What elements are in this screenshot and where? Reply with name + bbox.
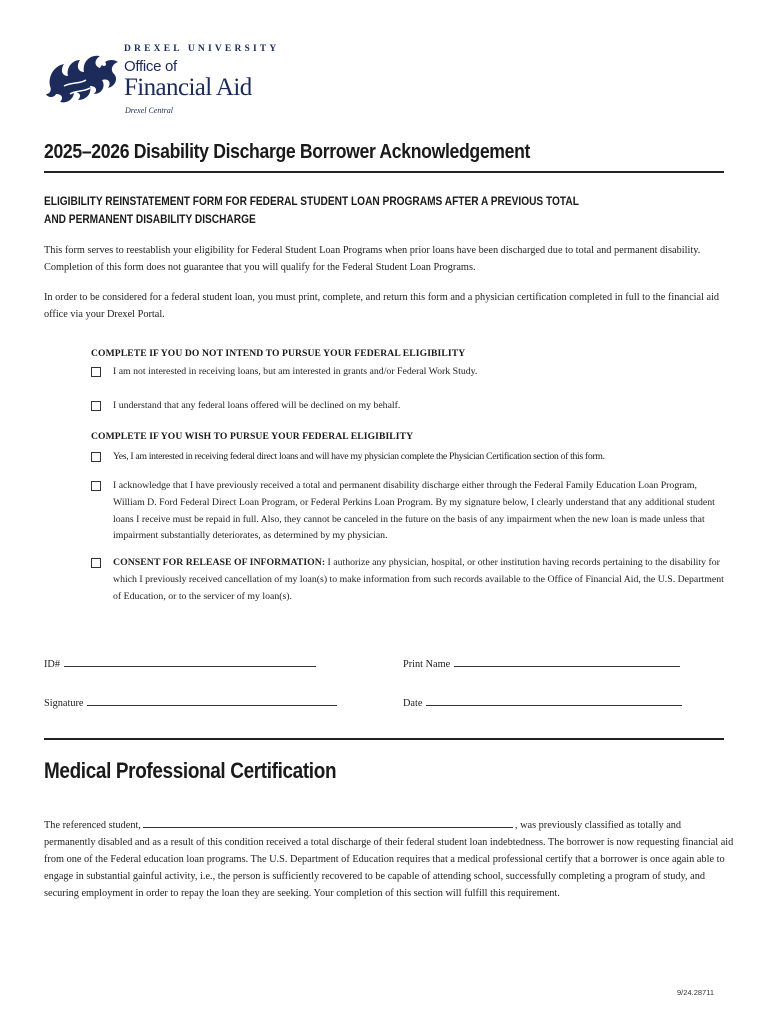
drexel-logo <box>44 44 304 122</box>
consent-label: CONSENT FOR RELEASE OF INFORMATION: <box>113 557 326 568</box>
print-name-input-line[interactable] <box>454 656 680 667</box>
intro-paragraph-2: In order to be considered for a federal student loan, you must print, complete, and return this form and a physician certification completed in full to the financial aid office via your Drexel Portal. <box>44 292 720 320</box>
id-input-line[interactable] <box>64 656 316 667</box>
subtitle-line-2: AND PERMANENT DISABILITY DISCHARGE <box>44 212 256 226</box>
signature-input-line[interactable] <box>87 695 337 706</box>
checkbox-decline-loans[interactable] <box>91 401 101 411</box>
date-input-line[interactable] <box>426 695 682 706</box>
consent-text <box>113 555 725 605</box>
id-field <box>44 656 316 670</box>
drexel-central-label: Drexel Central <box>125 106 173 115</box>
university-name: DREXEL UNIVERSITY <box>124 44 280 54</box>
medical-certification-title: Medical Professional Certification <box>44 758 337 783</box>
subtitle-line-1: ELIGIBILITY REINSTATEMENT FORM FOR FEDERAL STUDENT LOAN PROGRAMS AFTER A PREVIOUS TOTAL <box>44 194 579 208</box>
medical-certification-paragraph <box>44 817 734 902</box>
title-divider <box>44 171 724 173</box>
section-pursue-heading: COMPLETE IF YOU WISH TO PURSUE YOUR FEDERAL ELIGIBILITY <box>91 431 414 442</box>
form-version-code: 9/24.28711 <box>677 988 714 997</box>
checkbox-consent[interactable] <box>91 558 101 568</box>
checkbox-not-interested[interactable] <box>91 367 101 377</box>
section-divider <box>44 738 724 740</box>
office-label: Office of <box>124 58 177 75</box>
print-name-field <box>403 656 680 670</box>
option-text: Yes, I am interested in receiving federal direct loans and will have my physician complete the Physician Certification section of this form. <box>113 451 605 462</box>
medical-lead-text: The referenced student, <box>44 820 141 831</box>
medical-tail-text: , was previously classified as totally <box>514 820 664 831</box>
section-no-pursue-heading: COMPLETE IF YOU DO NOT INTEND TO PURSUE YOUR FEDERAL ELIGIBILITY <box>91 348 466 359</box>
id-label: ID# <box>44 659 61 670</box>
page-title: 2025–2026 Disability Discharge Borrower Acknowledgement <box>44 140 531 163</box>
checkbox-interested[interactable] <box>91 452 101 462</box>
date-label: Date <box>403 698 423 709</box>
option-text: I understand that any federal loans offered will be declined on my behalf. <box>113 400 401 411</box>
financial-aid-label: Financial Aid <box>124 74 252 101</box>
print-name-label: Print Name <box>403 659 451 670</box>
option-text: I acknowledge that I have previously received a total and permanent disability discharge either through the Federal Family Education Loan Program, William D. Ford Federal Direct Loan Program, or Federal Perkins Loan Program. By my signature below, I clearly understand that any additional student loans I receive must be repaid in full. Also, they cannot be canceled in the future on the basis of any impairment when the new loan is made unless that impairment substantially deteriorates, as determined by my physician. <box>113 480 715 542</box>
signature-label: Signature <box>44 698 84 709</box>
student-name-input-line[interactable] <box>143 817 513 828</box>
checkbox-acknowledge[interactable] <box>91 481 101 491</box>
date-field <box>403 695 682 709</box>
option-text: I am not interested in receiving loans, but am interested in grants and/or Federal Work Study. <box>113 366 478 377</box>
consent-body: I authorize any physician, hospital, or other institution having records pertaining to the disability for which I previously received cancellation of my loan(s) to make information from such records available to the Office of Financial Aid, the U.S. Department of Education, or to the servicer of my loan(s). <box>113 557 724 602</box>
form-subtitle <box>44 192 629 228</box>
intro-paragraph-1: This form serves to reestablish your eligibility for Federal Student Loan Programs when prior loans have been discharged due to total and permanent disability. Completion of this form does not guarantee that you will qualify for the Federal Student Loan Programs. <box>44 245 701 273</box>
dragon-icon <box>44 46 122 106</box>
medical-body-text: and permanently disabled and as a result of this condition received a total discharge of their federal student loan indebtedness. The borrower is now requesting financial aid from one of the Federal education loan programs. The U.S. Department of Education requires that a medical professional certify that a borrower is once again able to engage in substantial gainful activity, i.e., the person is sufficiently recovered to be capable of attending school, successfully completing a program of study, and securing employment in order to repay the loan they are seeking. Your completion of this section will fulfill this requirement. <box>44 820 734 899</box>
signature-field <box>44 695 337 709</box>
